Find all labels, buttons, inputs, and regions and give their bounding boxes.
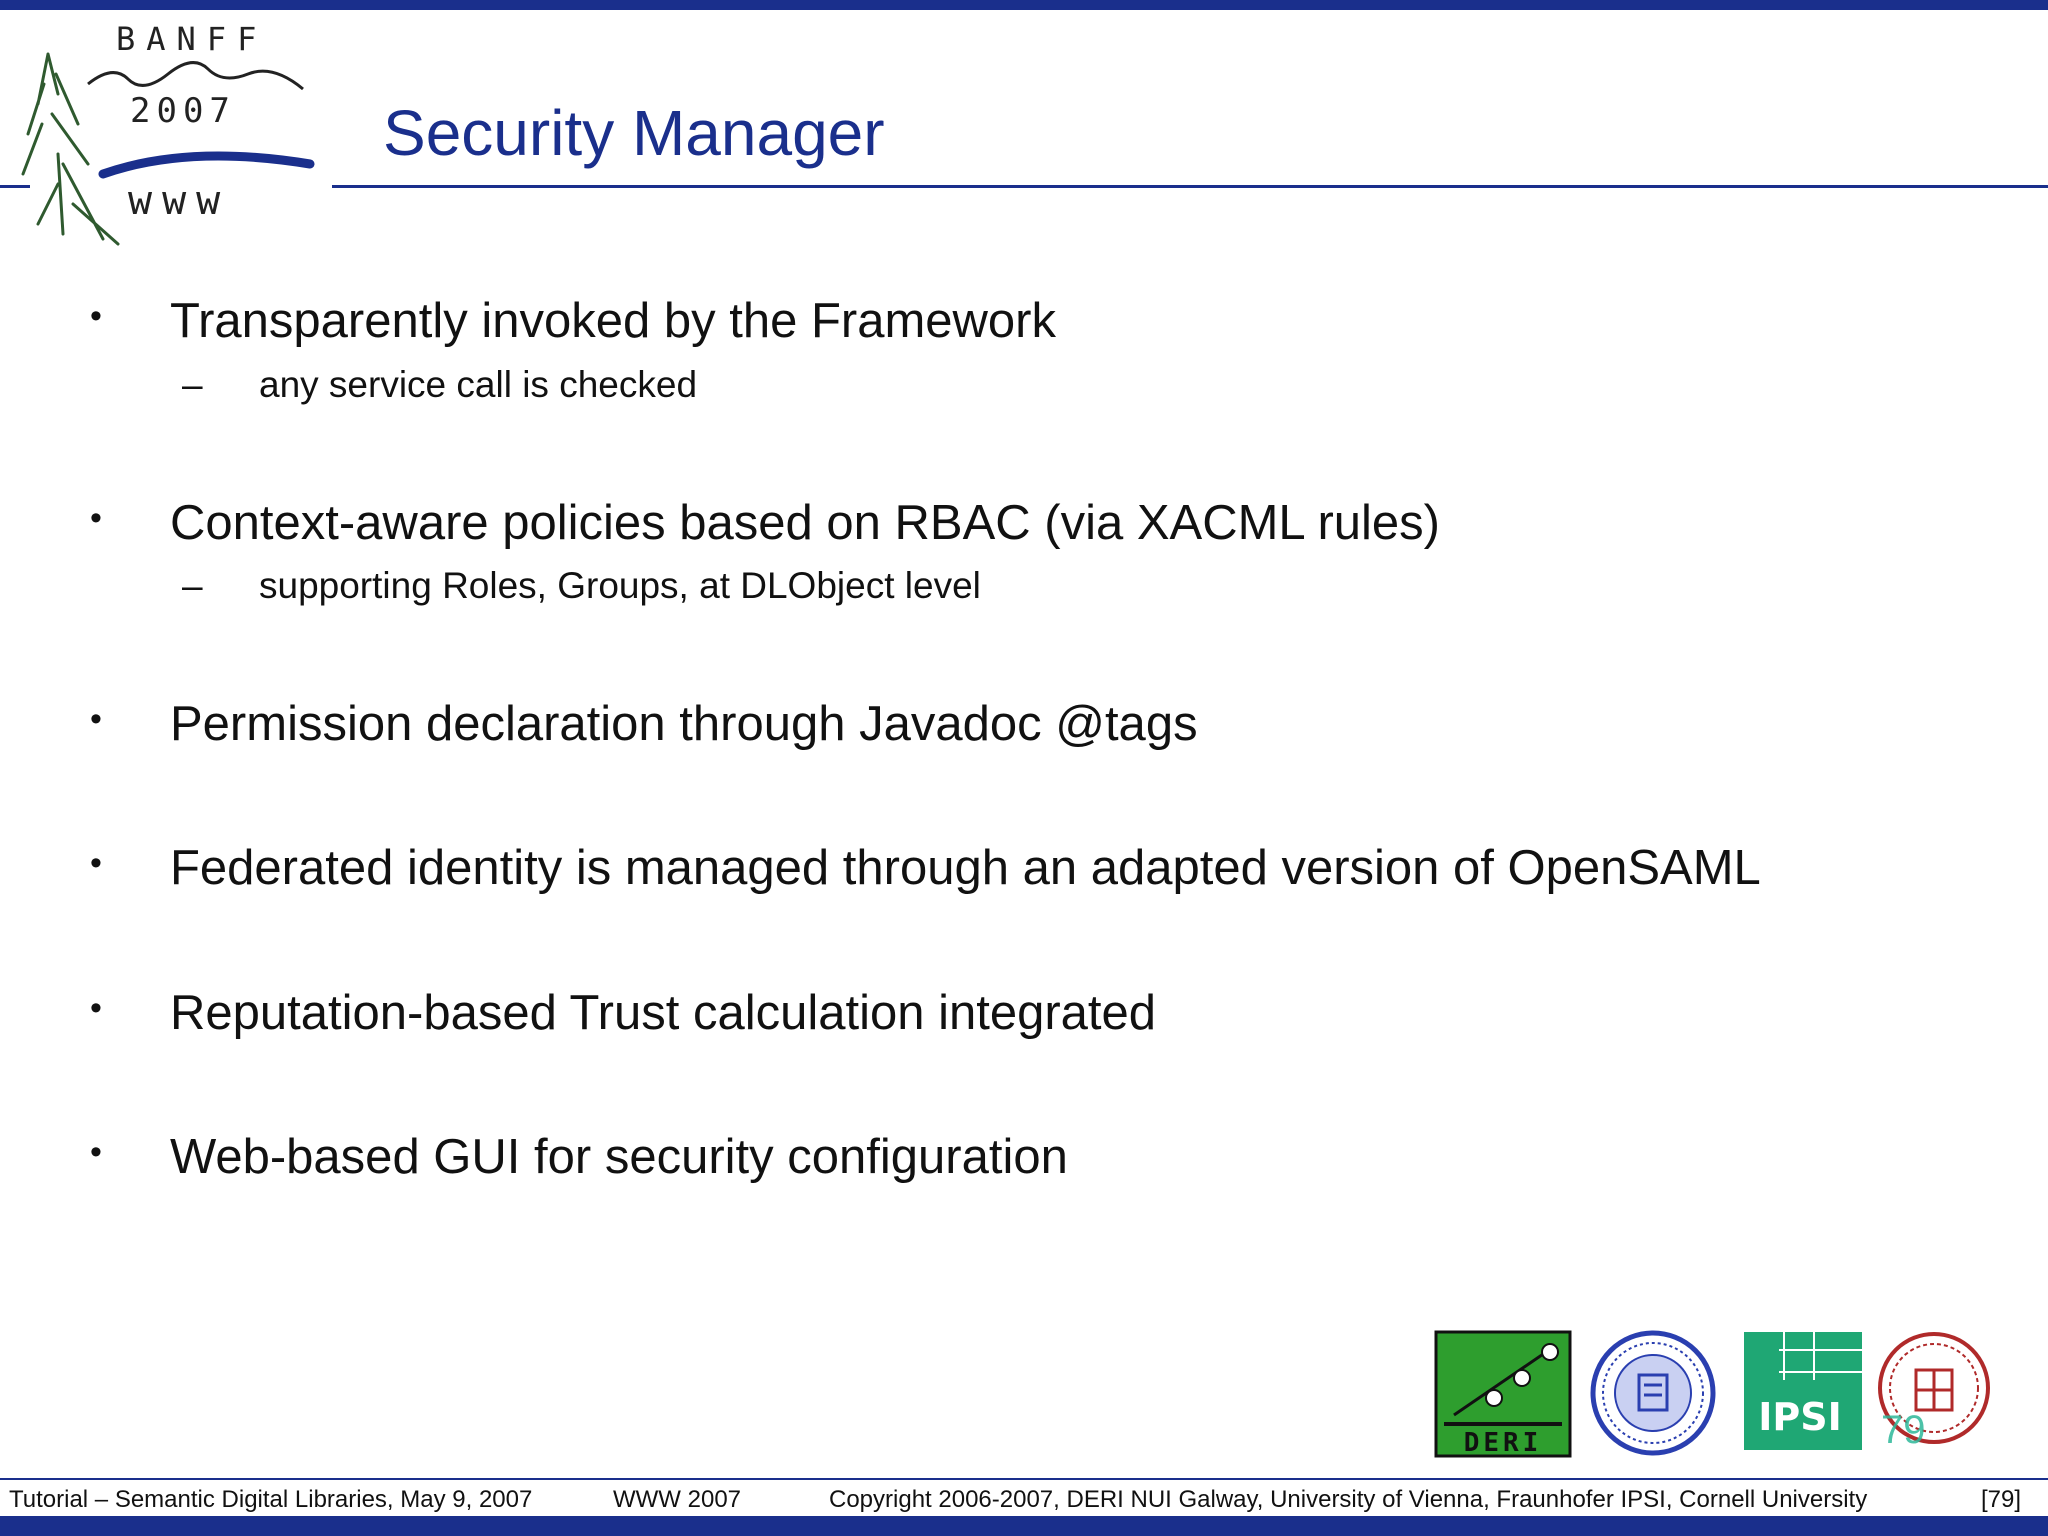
mountain-ridge-icon [88,63,303,89]
bullet-glyph: • [90,499,102,537]
slide-title: Security Manager [383,97,885,169]
bullet-text: Web-based GUI for security configuration [170,1130,1068,1184]
footer-conference-text: WWW 2007 [613,1486,742,1513]
university-vienna-seal [1593,1333,1713,1453]
footer-copyright-text: Copyright 2006-2007, DERI NUI Galway, University of Vienna, Fraunhofer IPSI, Cornell University [829,1486,1868,1513]
deri-logo-text: DERI [1463,1428,1543,1458]
logo-www-text: www [128,178,231,224]
slide-number-overlay: 79 [1881,1408,1926,1452]
title-rule-left [0,185,30,188]
bullet-glyph: • [90,700,102,738]
top-border-bar [0,0,2048,10]
bottom-border-bar [0,1516,2048,1536]
bullet-text: Transparently invoked by the Framework [170,294,1056,348]
sub-bullet-text: supporting Roles, Groups, at DLObject level [259,565,981,606]
logo-year-text: 2007 [130,91,236,131]
bullet-text: Permission declaration through Javadoc @tags [170,697,1198,751]
title-rule [332,185,2048,188]
bullet-text: Federated identity is managed through an adapted version of OpenSAML [170,841,1761,895]
sub-bullet-glyph: – [182,364,203,405]
bullet-text: Reputation-based Trust calculation integrated [170,986,1157,1040]
bullet-text: Context-aware policies based on RBAC (via XACML rules) [170,496,1440,550]
bullet-glyph: • [90,989,102,1027]
sub-bullet-text: any service call is checked [259,364,698,405]
banff-2007-logo [18,14,318,254]
footer-rule [0,1478,2048,1480]
bullet-glyph: • [90,844,102,882]
footer-page-number: [79] [1981,1486,2022,1513]
bullet-glyph: • [90,1133,102,1171]
footer-tutorial-text: Tutorial – Semantic Digital Libraries, May 9, 2007 [9,1486,533,1513]
fraunhofer-ipsi-logo [1744,1332,1862,1450]
pine-tree-icon [23,54,118,244]
deri-logo [1436,1332,1570,1458]
ipsi-logo-text: IPSI [1758,1395,1842,1439]
bullet-glyph: • [90,297,102,335]
sub-bullet-glyph: – [182,565,203,606]
logo-banff-text: BANFF [116,20,268,58]
lake-swoosh-icon [103,156,310,174]
